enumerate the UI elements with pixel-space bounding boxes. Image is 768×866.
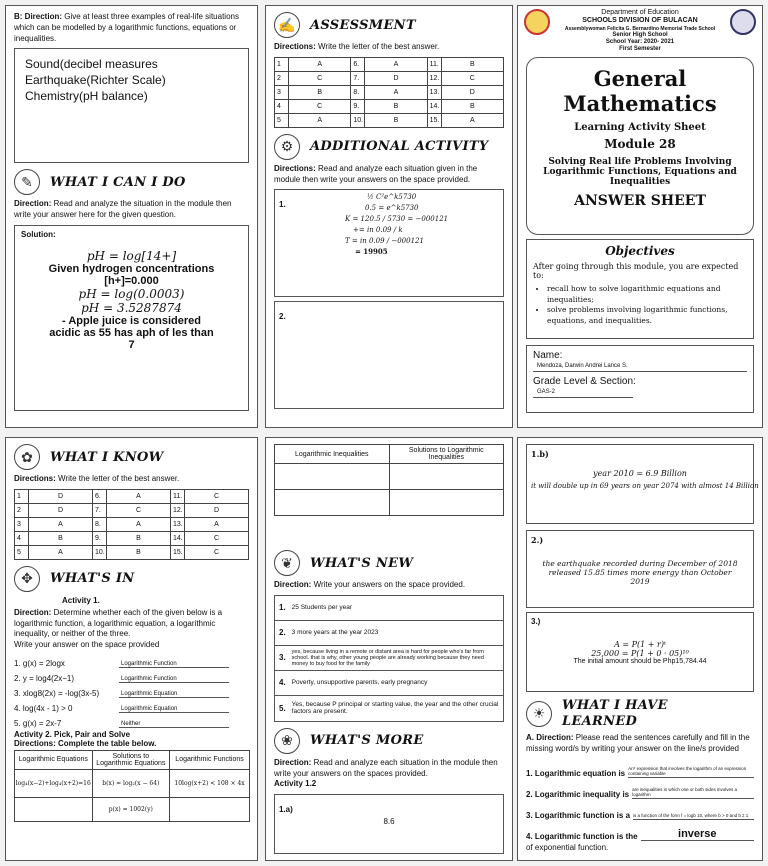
division: SCHOOLS DIVISION OF BULACAN (582, 17, 698, 25)
column-header: Logarithmic Inequalities (275, 445, 390, 464)
solution-line: pH = 3.5287874 (81, 300, 182, 315)
question-text: 5. g(x) = 2x-7 (14, 718, 62, 728)
example-item: Sound(decibel measures (25, 57, 158, 72)
equation-line: += in 0.09 / k (353, 225, 403, 234)
item-number: 1. (279, 603, 286, 613)
answer-letter: B (441, 99, 503, 113)
question-number: 9. (93, 531, 107, 545)
table-row (275, 99, 504, 113)
answer-sheet-label: ANSWER SHEET (574, 193, 706, 210)
answer-field: Logarithmic Function (119, 676, 229, 683)
table-cell (389, 490, 504, 516)
question-text: 1. Logarithmic equation is (526, 768, 626, 778)
column-header: Logarithmic Functions (170, 750, 250, 769)
section-header (14, 566, 257, 592)
question-number: 11. (427, 57, 441, 71)
department: Department of Education (601, 9, 679, 16)
grade-label: Grade Level & Section: (533, 376, 636, 388)
question-number: 15. (171, 545, 185, 559)
answer-letter: C (441, 71, 503, 85)
table-cell (15, 797, 93, 821)
question-text: 3. xlog8(2x) = -log(3x-5) (14, 688, 100, 698)
objectives-title: Objectives (605, 244, 675, 259)
question-number: 5 (15, 545, 29, 559)
item-number: 2.) (531, 535, 544, 545)
answer-field: is a function of the form f = logb 10, where b > 0 and b ≠ 1 (633, 814, 754, 820)
question-number: 9. (351, 99, 365, 113)
item-number: 4. (279, 678, 286, 688)
gears-icon: ⚙ (274, 134, 300, 160)
answer-field: Neither (119, 721, 229, 728)
table-row (275, 57, 504, 71)
panel-what-i-know (5, 437, 258, 861)
sheet-label: Learning Activity Sheet (574, 122, 706, 134)
activity-label: Activity 1. (62, 595, 100, 605)
question-number: 4 (275, 99, 289, 113)
question-number: 13. (427, 85, 441, 99)
grade-field: GAS-2 (533, 387, 633, 398)
answer-letter: A (441, 113, 503, 127)
lightbulb-icon: ☀ (526, 701, 552, 727)
question-number: 12. (171, 503, 185, 517)
table-cell (275, 464, 390, 490)
answer-letter: A (289, 57, 351, 71)
solution-line: Given hydrogen concentrations (48, 262, 215, 275)
equation-line: K = 120.5 / 5730 = −000121 (345, 215, 449, 224)
answer-letter: B (365, 113, 427, 127)
question-number: 7. (351, 71, 365, 85)
answer-box-2 (526, 530, 754, 608)
question-number: 8. (93, 517, 107, 531)
list-item (14, 668, 249, 683)
student-box (526, 345, 754, 413)
equation-line: T = in 0.09 / −000121 (345, 236, 424, 245)
equation-line: ½ C²e^k5730 (367, 193, 417, 202)
brain-icon: ✿ (14, 444, 40, 470)
school-name: Assemblywoman Felicita G. Bernardino Memorial Trade School (564, 25, 716, 32)
answer-box-1 (274, 189, 504, 297)
solution-label: Solution: (21, 229, 56, 239)
list-item (14, 713, 249, 728)
list-item (14, 653, 249, 668)
section-title: ASSESSMENT (310, 17, 416, 33)
equation-line: 0.5 = e^k5730 (365, 204, 419, 213)
answer-text: Yes, because P principal or starting value, the year and the other crucial factors are present. (291, 701, 499, 716)
equation-line: = 19905 (355, 246, 388, 256)
answer-letter: D (185, 503, 249, 517)
answer-line: it will double up in 69 years on year 2074 with almost 14 Billion (531, 482, 759, 490)
title-line-1: General (593, 66, 687, 92)
direction-text: Directions: Complete the table below. (14, 738, 157, 748)
list-item (526, 799, 754, 820)
question-number: 5 (275, 113, 289, 127)
question-text: 4. log(4x - 1) > 0 (14, 703, 73, 713)
equation-line: A = P(1 + r)ᵗ (614, 640, 666, 649)
item-number: 5. (279, 703, 286, 713)
section-title: ADDITIONAL ACTIVITY (310, 139, 489, 155)
section-title: WHAT I KNOW (50, 449, 164, 465)
question-number: 2 (275, 71, 289, 85)
direction-label: Direction: (14, 199, 52, 209)
answer-letter: D (365, 71, 427, 85)
equation-line: 25,000 = P(1 + 0 · 05)¹⁰ (591, 649, 689, 658)
answer-letter: A (289, 113, 351, 127)
hand-pencil-icon: ✎ (14, 169, 40, 195)
closing-text: of exponential function. (526, 842, 609, 852)
question-number: 8. (351, 85, 365, 99)
question-number: 12. (427, 71, 441, 85)
question-number: 6. (93, 489, 107, 503)
question-number: 3 (15, 517, 29, 531)
list-item (526, 820, 754, 841)
plant-hand-icon: ❀ (274, 728, 300, 754)
question-text: 2. y = log4(2x−1) (14, 673, 75, 683)
list-item (14, 698, 249, 713)
direction-label: Direction: (274, 757, 312, 767)
question-number: 4 (15, 531, 29, 545)
question-number: 7. (93, 503, 107, 517)
list-item (275, 621, 503, 646)
list-item (275, 646, 503, 671)
answer-box-3 (526, 612, 754, 692)
direction-label: Directions: (274, 163, 316, 173)
title-box (526, 57, 754, 235)
deped-seal-icon (730, 9, 756, 35)
answer-line: the earthquake recorded during December of 2018 released 15.85 times more energy than October 2019 (542, 559, 738, 586)
example-item: Chemistry(pH balance) (25, 88, 148, 103)
solution-line: pH = log(0.0003) (78, 286, 185, 301)
section-title: WHAT'S MORE (310, 733, 424, 749)
section-header (274, 550, 512, 576)
direction-text: Determine whether each of the given below is a logarithmic function, a logarithmic equation, a logarithmic inequality, or neither of the three. (14, 607, 223, 639)
answer-line: year 2010 = 6.9 Billion (593, 469, 687, 478)
school-year: School Year: 2020- 2021 (605, 38, 675, 45)
table-cell (389, 464, 504, 490)
section-header (14, 444, 257, 470)
seedling-hand-icon: ❦ (274, 550, 300, 576)
module-topic: Solving Real life Problems Involving Logarithmic Functions, Equations and Inequalities (543, 157, 737, 188)
answer-text: yes, because living in a remote or distant area is hard for people who's far from school. that is why, other young people are already working because they need money to buy food for the family (291, 648, 484, 667)
answer-letter: C (185, 545, 249, 559)
direction-b-label: B: Direction: (14, 12, 62, 21)
direction-text: Read and analyze the situation in the module then write your answer here for the given question. (14, 199, 232, 220)
answer-letter: B (289, 85, 351, 99)
question-number: 14. (171, 531, 185, 545)
question-number: 1 (275, 57, 289, 71)
question-number: 11. (171, 489, 185, 503)
answer-text: Poverty, unsupportive parents, early pregnancy (291, 679, 428, 687)
answer-field: Logarithmic Function (119, 661, 229, 668)
objectives-box (526, 239, 754, 339)
direction-label: A. Direction: (526, 733, 574, 743)
question-text: 2. Logarithmic inequality is (526, 789, 630, 799)
answer-letter: B (365, 99, 427, 113)
section-header (274, 134, 512, 160)
column-header: Logarithmic Equations (15, 750, 93, 769)
answer-text: 3 more years at the year 2023 (291, 629, 379, 637)
answer-letter: B (29, 531, 93, 545)
question-number: 10. (351, 113, 365, 127)
table-cell: p(x) = 1002(y) (92, 797, 170, 821)
item-number: 3. (279, 653, 286, 663)
answer-field: An* expression that involves the logarithm of an expression containing variable (628, 767, 754, 778)
checklist-pencil-icon: ✍ (274, 12, 300, 38)
question-text: 1. g(x) = 2logx (14, 658, 65, 668)
school-level: Senior High School (612, 31, 668, 38)
question-number: 14. (427, 99, 441, 113)
answer-table (14, 489, 249, 560)
table-row (15, 531, 249, 545)
question-number: 2 (15, 503, 29, 517)
panel-what-i-have-learned (517, 437, 763, 861)
table-row (15, 503, 249, 517)
table-row (275, 113, 504, 127)
direction-label: Directions: (274, 42, 316, 51)
direction-b-text: Give at least three examples of real-life situations which can be modelled by a logarithmic functions, equations or inequalities. (14, 12, 239, 43)
list-item (275, 596, 503, 621)
answers-box (274, 595, 504, 722)
item-number: 3.) (531, 617, 541, 626)
answer-letter: A (29, 517, 93, 531)
title-line-2: Mathematics (563, 91, 717, 117)
answer-letter: C (107, 503, 171, 517)
answer-letter: B (441, 57, 503, 71)
activity-label: Activity 2. Pick, Pair and Solve (14, 729, 131, 739)
table-row (15, 517, 249, 531)
answer-field: Logarithmic Equation (119, 706, 229, 713)
panel-whats-new (265, 437, 513, 861)
item-number: 1.a) (279, 805, 293, 815)
solution-line: acidic as 55 has aph of les than (49, 326, 214, 339)
section-title: WHAT I CAN I DO (50, 174, 186, 190)
direction-text: Read and analyze each situation in the module then write your answers on the spaces provided. (274, 757, 498, 778)
answer-value: 8.6 (383, 817, 395, 827)
table-cell: b(x) = log₂(x − 64) (92, 769, 170, 797)
list-item (275, 696, 503, 721)
table-row (275, 71, 504, 85)
answer-box-1b (526, 444, 759, 524)
answer-letter: A (107, 489, 171, 503)
answer-letter: A (185, 517, 249, 531)
list-item (275, 671, 503, 696)
section-header (526, 698, 762, 729)
item-number: 1.b) (531, 449, 549, 459)
solution-line: - Apple juice is considered (62, 314, 201, 327)
direction-text: Write the letter of the best answer. (55, 474, 180, 483)
answer-text: 25 Students per year (291, 604, 353, 612)
answer-table (274, 57, 504, 128)
direction-label: Directions: (14, 474, 56, 483)
list-item (14, 683, 249, 698)
question-number: 3 (275, 85, 289, 99)
objective-item: • solve problems involving logarithmic functions, equations, and inequalities. (547, 305, 747, 326)
section-header (274, 728, 512, 754)
answer-letter: D (29, 489, 93, 503)
puzzle-icon: ✥ (14, 566, 40, 592)
answer-letter: B (107, 531, 171, 545)
section-title: WHAT I HAVE LEARNED (562, 698, 668, 729)
panel-assessment (265, 5, 513, 428)
panel-cover (517, 5, 763, 428)
question-number: 1 (15, 489, 29, 503)
table-cell (275, 490, 390, 516)
table-row (275, 85, 504, 99)
answer-field: are inequalities in which one or both sides involves a logarithm (632, 788, 754, 799)
activity-label: Activity 1.2 (274, 779, 317, 789)
question-number: 6. (351, 57, 365, 71)
answer-box-2 (274, 301, 504, 409)
answer-letter: A (365, 57, 427, 71)
answer-letter: B (107, 545, 171, 559)
answer-field: Logarithmic Equation (119, 691, 229, 698)
inequalities-table (274, 444, 504, 516)
direction-text: Write your answers on the space provided. (311, 580, 466, 589)
name-field: Mendoza, Darwin Andrei Lance S. (533, 361, 747, 372)
example-item: Earthquake(Richter Scale) (25, 72, 166, 87)
answer-letter: A (29, 545, 93, 559)
answer-letter: C (289, 71, 351, 85)
school-seal-icon (524, 9, 550, 35)
direction-text: Write the letter of the best answer. (315, 42, 440, 51)
question-number: 10. (93, 545, 107, 559)
list-item (526, 778, 754, 799)
table-cell: 10log(x+2) < 108 × 4x (170, 769, 250, 797)
section-header (274, 12, 512, 38)
examples-box (14, 48, 249, 163)
question-text: 4. Logarithmic function is the (526, 831, 638, 841)
question-text: 3. Logarithmic function is a (526, 810, 631, 820)
section-header (14, 169, 257, 195)
answer-letter: C (185, 489, 249, 503)
column-header: Solutions to Logarithmic Inequalities (389, 445, 504, 464)
solution-line: [h+]=0.000 (104, 274, 159, 287)
answer-letter: A (365, 85, 427, 99)
direction-text: Read and analyze each situation given in the module then write your answers on the space provided. (274, 163, 478, 184)
panel-what-i-can-do (5, 5, 258, 428)
item-number: 2. (279, 312, 286, 322)
write-instruction: Write your answer on the space provided (14, 640, 160, 650)
pick-pair-table (14, 750, 250, 822)
solution-line: 7 (128, 338, 135, 351)
objectives-intro: After going through this module, you are expected to: (533, 262, 739, 281)
item-number: 1. (279, 200, 286, 210)
answer-field: inverse (641, 828, 754, 841)
semester: First Semester (619, 46, 661, 53)
table-row (15, 489, 249, 503)
answer-letter: D (29, 503, 93, 517)
table-cell: log₄(x−2)+log₄(x+2)=16 (15, 769, 93, 797)
module-label: Module 28 (604, 137, 676, 152)
equation-line: The initial amount should be Php15,784.44 (573, 658, 707, 665)
answer-letter: C (289, 99, 351, 113)
question-number: 15. (427, 113, 441, 127)
direction-text: Please read the sentences carefully and fill in the missing word/s by writing your answer on the line/s provided (526, 733, 750, 753)
table-row (15, 545, 249, 559)
direction-label: Direction: (274, 580, 312, 589)
objective-item: • recall how to solve logarithmic equations and inequalities; (547, 284, 747, 305)
solution-box (14, 225, 249, 411)
answer-box-1a (274, 794, 504, 854)
question-number: 13. (171, 517, 185, 531)
table-cell (170, 797, 250, 821)
section-title: WHAT'S IN (50, 571, 135, 587)
list-item (526, 757, 754, 778)
answer-letter: A (107, 517, 171, 531)
name-label: Name: (533, 350, 563, 362)
answer-letter: C (185, 531, 249, 545)
direction-label: Direction: (14, 607, 52, 617)
column-header: Solutions to Logarithmic Equations (92, 750, 170, 769)
solution-line: pH = log[14+] (86, 248, 177, 263)
item-number: 2. (279, 628, 286, 638)
answer-letter: D (441, 85, 503, 99)
section-title: WHAT'S NEW (310, 555, 414, 571)
